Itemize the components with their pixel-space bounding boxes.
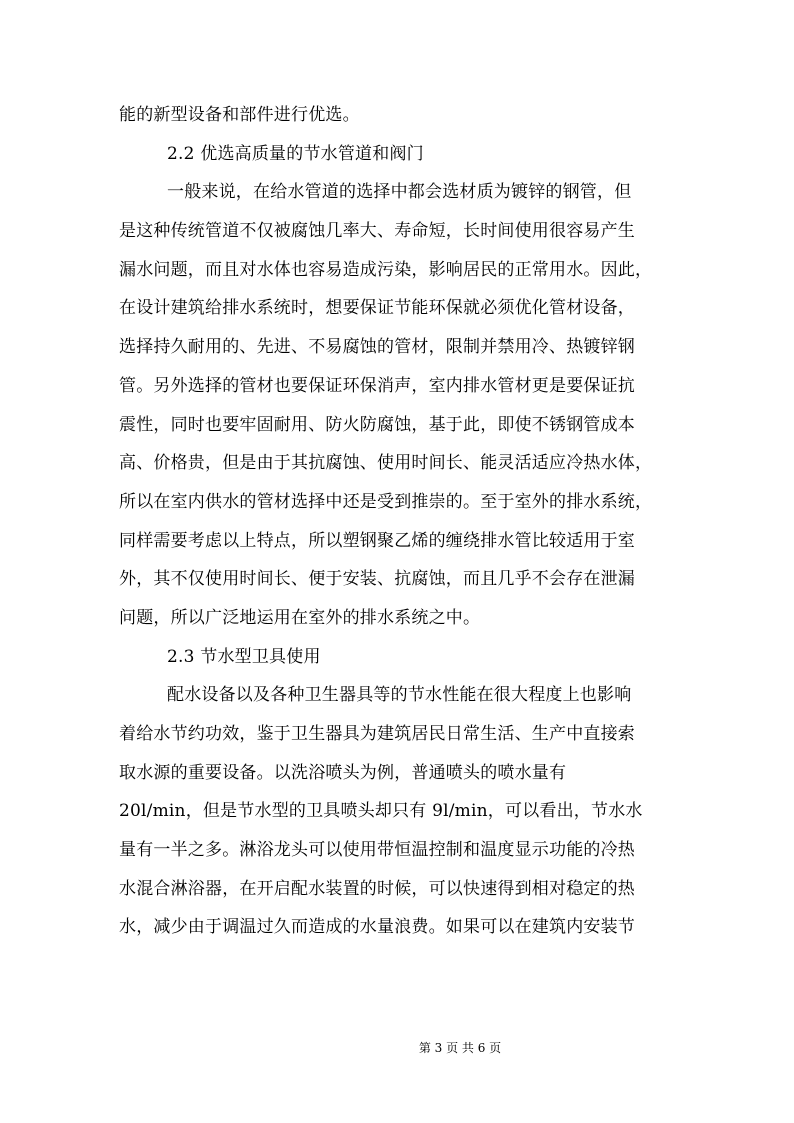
page-footer xyxy=(0,1040,794,1056)
text-line: 高、价格贵，但是由于其抗腐蚀、使用时间长、能灵活适应冷热水体， xyxy=(119,453,653,474)
text-line: 问题，所以广泛地运用在室外的排水系统之中。 xyxy=(119,607,481,628)
text-line: 管。另外选择的管材也要保证环保消声，室内排水管材更是要保证抗 xyxy=(119,375,635,396)
text-line: 量有一半之多。淋浴龙头可以使用带恒温控制和温度显示功能的冷热 xyxy=(119,840,635,861)
text-line: 在设计建筑给排水系统时，想要保证节能环保就必须优化管材设备， xyxy=(119,298,635,319)
page-number: 第 3 页 共 6 页 xyxy=(418,1041,502,1055)
text-line: 水混合淋浴器，在开启配水装置的时候，可以快速得到相对稳定的热 xyxy=(119,878,635,899)
text-line: 取水源的重要设备。以洗浴喷头为例，普通喷头的喷水量有 xyxy=(119,762,567,783)
text-line: 外，其不仅使用时间长、便于安装、抗腐蚀，而且几乎不会存在泄漏 xyxy=(119,569,635,590)
text-line: 20l/min，但是节水型的卫具喷头却只有 9l/min，可以看出，节水水 xyxy=(119,801,643,822)
section-heading: 2.3 节水型卫具使用 xyxy=(167,646,321,667)
text-line: 选择持久耐用的、先进、不易腐蚀的管材，限制并禁用冷、热镀锌钢 xyxy=(119,337,635,358)
text-line: 漏水问题，而且对水体也容易造成污染，影响居民的正常用水。因此， xyxy=(119,259,653,280)
text-line: 震性，同时也要牢固耐用、防火防腐蚀，基于此，即使不锈钢管成本 xyxy=(119,414,635,435)
text-line: 着给水节约功效，鉴于卫生器具为建筑居民日常生活、生产中直接索 xyxy=(119,724,635,744)
text-line: 水，减少由于调温过久而造成的水量浪费。如果可以在建筑内安装节 xyxy=(119,917,635,938)
text-line: 能的新型设备和部件进行优选。 xyxy=(119,105,360,125)
paragraph-start-line: 一般来说，在给水管道的选择中都会选材质为镀锌的钢管，但 xyxy=(167,182,632,203)
text-line: 是这种传统管道不仅被腐蚀几率大、寿命短，长时间使用很容易产生 xyxy=(119,221,635,242)
section-heading: 2.2 优选高质量的节水管道和阀门 xyxy=(167,143,424,164)
text-line: 所以在室内供水的管材选择中还是受到推崇的。至于室外的排水系统， xyxy=(119,491,653,512)
document-body xyxy=(119,96,679,947)
text-line: 同样需要考虑以上特点，所以塑钢聚乙烯的缠绕排水管比较适用于室 xyxy=(119,530,635,551)
paragraph-start-line: 配水设备以及各种卫生器具等的节水性能在很大程度上也影响 xyxy=(167,685,632,706)
